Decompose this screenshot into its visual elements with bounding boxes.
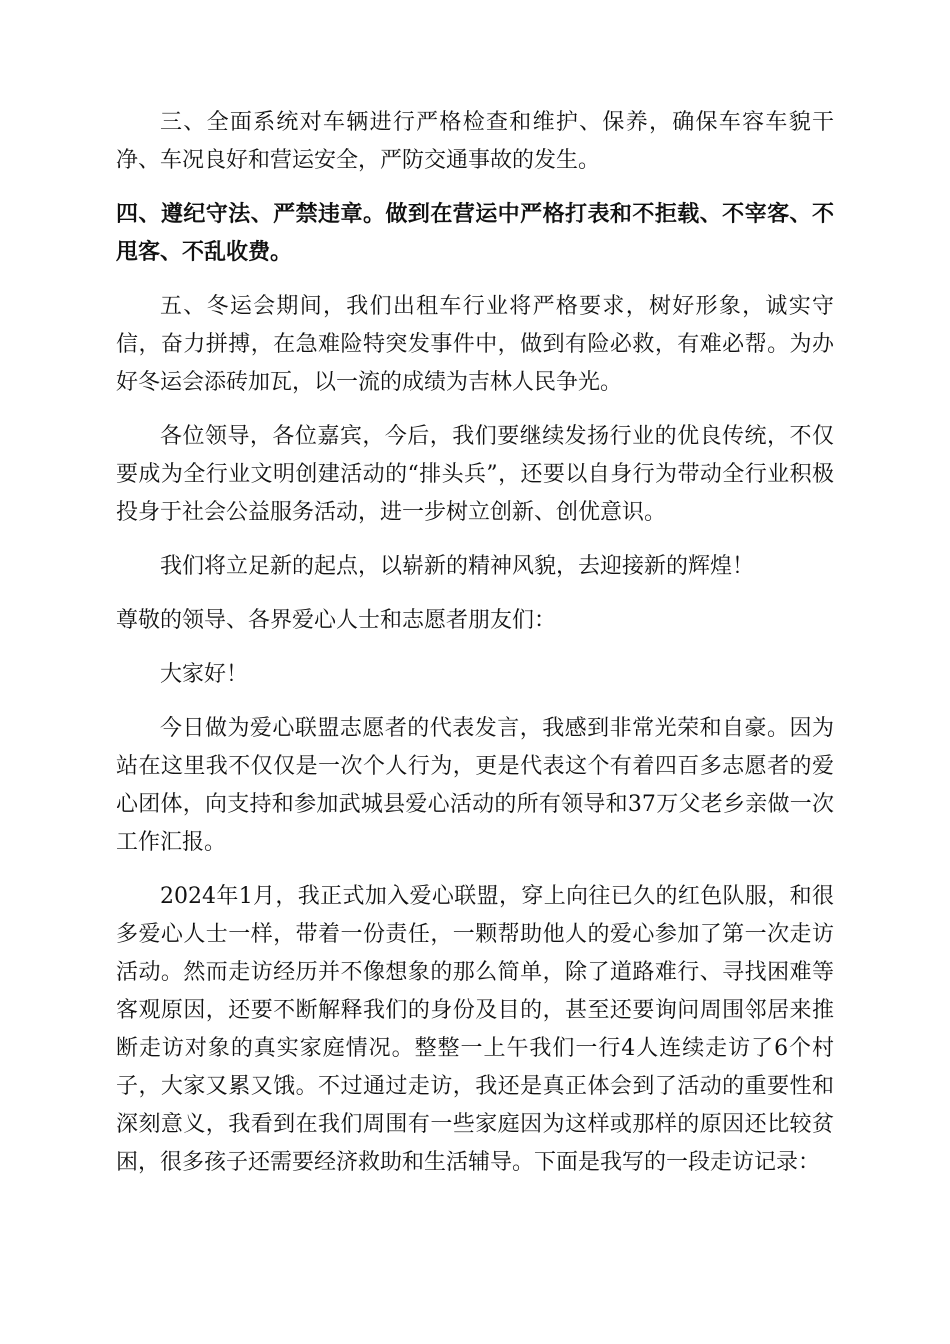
paragraph-visit-record: 2024年1月，我正式加入爱心联盟，穿上向往已久的红色队服，和很多爱心人士一样，带着一份责任，一颗帮助他人的爱心参加了第一次走访活动。然而走访经历并不像想象的那么简单，除了道路难行、寻找困难等客观原因，还要不断解释我们的身份及目的，甚至还要询问周围邻居来推断走访对象的真实家庭情况。整整一上午我们一行4人连续走访了6个村子，大家又累又饿。不过通过走访，我还是真正体会到了活动的重要性和深刻意义，我看到在我们周围有一些家庭因为这样或那样的原因还比较贫困，很多孩子还需要经济救助和生活辅导。下面是我写的一段走访记录： [116, 884, 834, 1175]
paragraph-new-start: 我们将立足新的起点，以崭新的精神风貌，去迎接新的辉煌！ [160, 554, 755, 579]
paragraph-volunteer-intro: 今日做为爱心联盟志愿者的代表发言，我感到非常光荣和自豪。因为站在这里我不仅仅是一次个人行为，更是代表这个有着四百多志愿者的爱心团体，向支持和参加武城县爱心活动的所有领导和37万父老乡亲做一次工作汇报。 [116, 716, 834, 855]
paragraph-salutation: 尊敬的领导、各界爱心人士和志愿者朋友们： [116, 608, 557, 633]
paragraph-leaders-guests: 各位领导，各位嘉宾，今后，我们要继续发扬行业的优良传统，不仅要成为全行业文明创建活动的“排头兵”，还要以自身行为带动全行业积极投身于社会公益服务活动，进一步树立创新、创优意识。 [116, 424, 834, 525]
document-body [116, 104, 834, 1198]
paragraph-obey-law-heading: 四、遵纪守法、严禁违章。做到在营运中严格打表和不拒载、不宰客、不甩客、不乱收费。 [116, 202, 834, 265]
paragraph-vehicle-inspection: 三、全面系统对车辆进行严格检查和维护、保养，确保车容车貌干净、车况良好和营运安全，严防交通事故的发生。 [116, 110, 834, 173]
paragraph-greeting: 大家好！ [160, 662, 249, 687]
paragraph-winter-games: 五、冬运会期间，我们出租车行业将严格要求，树好形象，诚实守信，奋力拼搏，在急难险特突发事件中，做到有险必救，有难必帮。为办好冬运会添砖加瓦，以一流的成绩为吉林人民争光。 [116, 294, 834, 395]
